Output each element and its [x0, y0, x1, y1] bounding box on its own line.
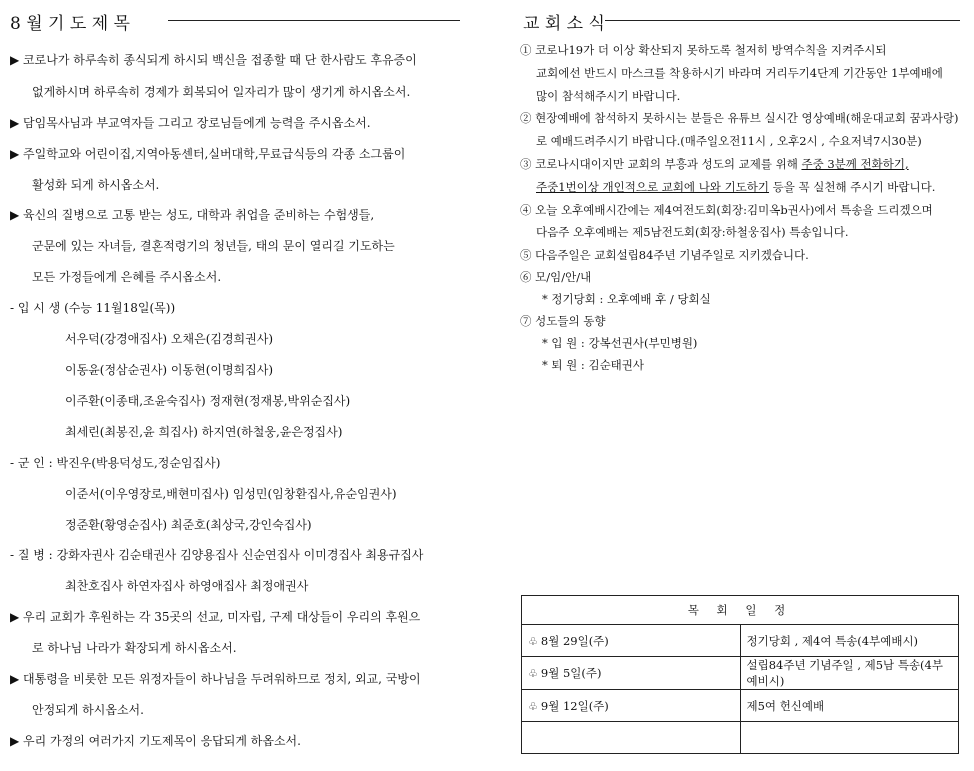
news-line: 많이 참석해주시기 바랍니다.	[536, 89, 681, 103]
schedule-date: 9월 12일(주)	[540, 698, 609, 713]
table-row	[522, 690, 959, 722]
prayer-line: 활성화 되게 하시옵소서.	[32, 178, 160, 192]
news-text: 등을 꼭 실천해 주시기 바랍니다.	[769, 180, 936, 194]
prayer-line: ▶ 담임목사님과 부교역자들 그리고 장로님들에게 능력을 주시옵소서.	[10, 116, 371, 130]
prayer-topics-title: 8 월 기 도 제 목	[10, 14, 130, 34]
schedule-event: 설립84주년 기념주일 , 제5남 특송(4부예비시)	[740, 657, 959, 690]
underlined-text: 주중1번이상 개인적으로 교회에 나와 기도하기	[536, 180, 770, 194]
schedule-date-cell	[522, 625, 741, 657]
prayer-line: ▶ 대통령을 비롯한 모든 위정자들이 하나님을 두려워하므로 정치, 외교, 국방이	[10, 672, 421, 686]
schedule-date: 9월 5일(주)	[540, 666, 602, 680]
table-row	[522, 722, 959, 754]
prayer-topics-header	[10, 0, 460, 40]
church-news-title: 교 회 소 식	[523, 14, 605, 34]
news-line: ⑥ 모/임/안/내	[520, 270, 592, 284]
schedule-title: 목 회 일 정	[522, 596, 959, 625]
schedule-date-cell	[522, 657, 741, 690]
schedule-date-cell	[522, 722, 741, 754]
prayer-line: 없게하시며 하루속히 경제가 회복되어 일자리가 많이 생기게 하시옵소서.	[32, 85, 411, 99]
header-rule	[605, 20, 960, 21]
name-line: 최찬호집사 하연자집사 하영애집사 최정애권사	[65, 579, 309, 593]
news-line: ① 코로나19가 더 이상 확산되지 못하도록 철저히 방역수칙을 지켜주시되	[520, 43, 887, 57]
underlined-text: 주중 3분께 전화하기,	[801, 157, 909, 171]
news-line	[536, 179, 935, 195]
clover-icon: ♧	[528, 667, 538, 680]
schedule-event: 제5여 헌신예배	[740, 690, 959, 722]
name-line: 이준서(이우영장로,배현미집사) 임성민(임창환집사,유순임권사)	[65, 487, 397, 501]
news-line	[520, 156, 909, 172]
clover-icon: ♧	[528, 634, 538, 648]
schedule-date-cell	[522, 690, 741, 722]
schedule-header-row	[522, 596, 959, 625]
news-line: ② 현장예배에 참석하지 못하시는 분들은 유튜브 실시간 영상예배(해운대교회 꿈과사랑)	[520, 111, 959, 125]
prayer-line: ▶ 육신의 질병으로 고통 받는 성도, 대학과 취업을 준비하는 수험생들,	[10, 208, 375, 222]
soldiers-heading: - 군 인 : 박진우(박용덕성도,정순임집사)	[10, 456, 221, 470]
exam-students-heading: - 입 시 생 (수능 11월18일(목))	[10, 301, 176, 315]
news-line: * 정기당회 : 오후예배 후 / 당회실	[542, 292, 711, 306]
news-line: 교회에선 반드시 마스크를 착용하시기 바라며 거리두기4단계 기간동안 1부예배에	[536, 66, 943, 80]
illness-heading: - 질 병 : 강화자권사 김순태권사 김양용집사 신순연집사 이미경집사 최용규집사	[10, 548, 424, 562]
schedule-event	[740, 722, 959, 754]
prayer-line: ▶ 우리 교회가 후원하는 각 35곳의 선교, 미자립, 구제 대상들이 우리의 후원으	[10, 610, 421, 624]
prayer-line: ▶ 코로나가 하루속히 종식되게 하시되 백신을 접종할 때 단 한사람도 후유증이	[10, 53, 417, 67]
prayer-line: 로 하나님 나라가 확장되게 하시옵소서.	[32, 641, 237, 655]
church-news-header	[520, 0, 965, 40]
news-line: 다음주 오후예배는 제5남전도회(회장:하철웅집사) 특송입니다.	[536, 225, 849, 239]
ministry-schedule-table	[521, 595, 959, 754]
prayer-line: 군문에 있는 자녀들, 결혼적령기의 청년들, 태의 문이 열리길 기도하는	[32, 239, 395, 253]
header-rule	[168, 20, 460, 21]
prayer-topics-column	[10, 0, 460, 748]
name-line: 정준환(황영순집사) 최준호(최상국,강인숙집사)	[65, 518, 312, 532]
prayer-line: ▶ 우리 가정의 여러가지 기도제목이 응답되게 하옵소서.	[10, 734, 301, 748]
news-line: * 입 원 : 강복선권사(부민병원)	[542, 336, 698, 350]
clover-icon: ♧	[528, 699, 538, 713]
prayer-line: ▶ 주일학교와 어린이집,지역아동센터,실버대학,무료급식등의 각종 소그룹이	[10, 147, 406, 161]
news-line: ⑦ 성도들의 동향	[520, 314, 606, 328]
name-line: 이주환(이종태,조윤숙집사) 정재현(정재봉,박위순집사)	[65, 394, 351, 408]
name-line: 이동윤(정삼순권사) 이동현(이명희집사)	[65, 363, 274, 377]
prayer-line: 모든 가정들에게 은혜를 주시옵소서.	[32, 270, 222, 284]
schedule-event: 정기당회 , 제4여 특송(4부예배시)	[740, 625, 959, 657]
news-line: * 퇴 원 : 김순태권사	[542, 358, 645, 372]
news-line: ④ 오늘 오후예배시간에는 제4여전도회(회장:김미옥b권사)에서 특송을 드리겠으며	[520, 203, 933, 217]
prayer-line: 안정되게 하시옵소서.	[32, 703, 144, 717]
table-row	[522, 625, 959, 657]
name-line: 최세린(최봉진,윤 희집사) 하지연(하철웅,윤은정집사)	[65, 425, 343, 439]
table-row	[522, 657, 959, 690]
news-text: ③ 코로나시대이지만 교회의 부흥과 성도의 교제를 위해	[520, 157, 802, 171]
news-line: 로 예배드려주시기 바랍니다.(매주일오전11시 , 오후2시 , 수요저녁7시30분)	[536, 134, 922, 148]
news-line: ⑤ 다음주일은 교회설립84주년 기념주일로 지키겠습니다.	[520, 248, 809, 262]
church-news-column	[520, 0, 965, 372]
schedule-date: 8월 29일(주)	[540, 633, 609, 648]
name-line: 서우덕(강경애집사) 오채은(김경희권사)	[65, 332, 274, 346]
